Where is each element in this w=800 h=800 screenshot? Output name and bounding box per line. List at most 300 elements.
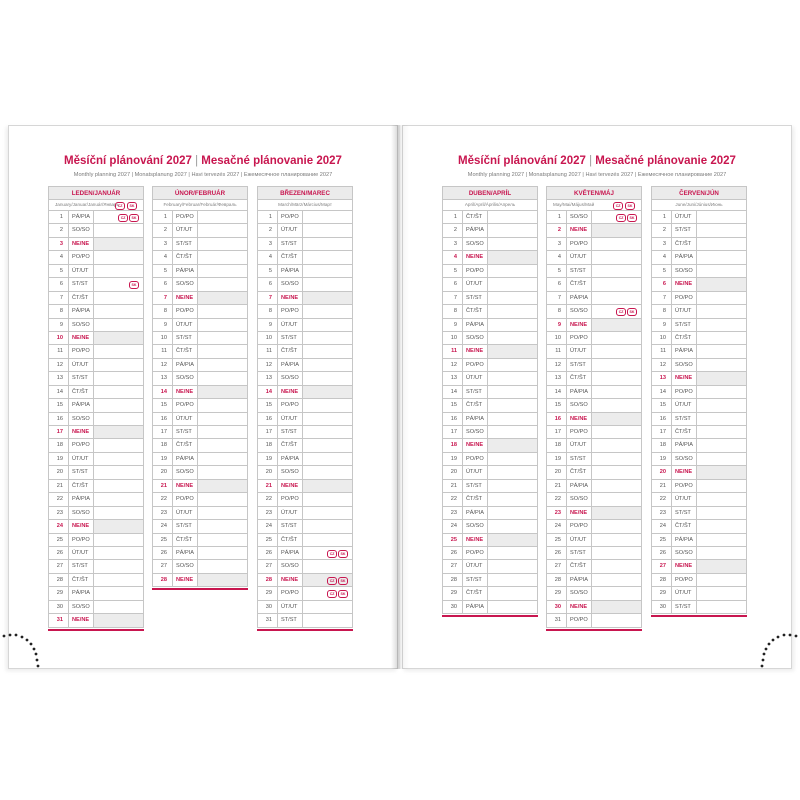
day-number: 11 — [266, 348, 272, 355]
day-name: ÚT/UT — [68, 453, 92, 465]
day-number: 11 — [451, 348, 457, 355]
day-note-cell[interactable] — [93, 305, 143, 317]
day-note-cell[interactable] — [487, 480, 537, 492]
day-note-cell[interactable] — [197, 399, 247, 411]
day-row — [48, 238, 144, 251]
day-note-cell[interactable] — [696, 278, 746, 290]
day-note-cell[interactable] — [696, 332, 746, 344]
day-note-cell[interactable] — [93, 507, 143, 519]
day-name: ST/ST — [277, 332, 301, 344]
holiday-badge-cz: CZ — [327, 590, 337, 598]
day-note-cell[interactable] — [197, 439, 247, 451]
day-note-cell[interactable] — [591, 319, 641, 331]
day-note-cell[interactable] — [302, 453, 352, 465]
day-note-cell[interactable] — [487, 399, 537, 411]
day-row — [152, 319, 248, 332]
day-note-cell[interactable] — [696, 319, 746, 331]
holiday-badge-sk: SK — [627, 214, 637, 222]
day-note-cell[interactable] — [591, 345, 641, 357]
day-number: 10 — [265, 334, 272, 341]
day-row — [442, 426, 538, 439]
day-note-cell[interactable] — [93, 453, 143, 465]
day-name: ČT/ŠT — [462, 211, 486, 223]
day-row — [257, 386, 353, 399]
day-note-cell[interactable] — [197, 507, 247, 519]
day-note-cell[interactable] — [93, 386, 143, 398]
day-note-cell[interactable] — [696, 507, 746, 519]
day-note-cell[interactable] — [696, 399, 746, 411]
day-note-cell[interactable] — [302, 265, 352, 277]
day-row — [152, 224, 248, 237]
day-row — [651, 305, 747, 318]
day-number: 14 — [56, 388, 63, 395]
day-number: 13 — [160, 375, 167, 382]
day-row — [546, 413, 642, 426]
day-note-cell[interactable] — [591, 265, 641, 277]
day-note-cell[interactable] — [591, 332, 641, 344]
day-name: ČT/ŠT — [172, 534, 196, 546]
day-row — [651, 292, 747, 305]
day-number: 30 — [554, 603, 561, 610]
day-number: 10 — [659, 334, 666, 341]
day-note-cell[interactable] — [302, 386, 352, 398]
day-row — [257, 238, 353, 251]
day-number: 7 — [59, 294, 63, 301]
day-note-cell[interactable] — [487, 587, 537, 599]
day-note-cell[interactable] — [302, 278, 352, 290]
day-note-cell[interactable] — [696, 547, 746, 559]
day-note-cell[interactable] — [93, 587, 143, 599]
day-note-cell[interactable] — [302, 534, 352, 546]
day-note-cell[interactable] — [487, 574, 537, 586]
day-note-cell[interactable] — [591, 574, 641, 586]
day-row — [257, 399, 353, 412]
day-number: 14 — [659, 388, 666, 395]
day-note-cell[interactable] — [487, 292, 537, 304]
day-note-cell[interactable] — [302, 614, 352, 626]
day-note-cell[interactable] — [197, 251, 247, 263]
day-number: 16 — [160, 415, 167, 422]
month-translations — [257, 200, 353, 211]
holiday-badge-cz: CZ — [115, 202, 125, 210]
day-note-cell[interactable] — [302, 560, 352, 572]
day-note-cell[interactable] — [197, 547, 247, 559]
holiday-badge-cz: CZ — [118, 214, 128, 222]
day-note-cell[interactable] — [591, 614, 641, 626]
day-note-cell[interactable] — [93, 399, 143, 411]
day-row — [651, 493, 747, 506]
day-name: ST/ST — [277, 238, 301, 250]
day-name: ÚT/UT — [671, 211, 695, 223]
day-note-cell[interactable] — [302, 372, 352, 384]
day-name: ČT/ŠT — [68, 386, 92, 398]
day-note-cell[interactable] — [93, 426, 143, 438]
day-note-cell[interactable] — [487, 238, 537, 250]
day-note-cell[interactable] — [696, 251, 746, 263]
day-name: ST/ST — [462, 292, 486, 304]
day-name: NE/NE — [566, 319, 590, 331]
day-note-cell[interactable] — [591, 520, 641, 532]
day-number: 19 — [265, 455, 272, 462]
day-note-cell[interactable] — [197, 359, 247, 371]
day-note-cell[interactable] — [696, 587, 746, 599]
day-note-cell[interactable] — [487, 426, 537, 438]
day-note-cell[interactable] — [591, 251, 641, 263]
day-note-cell[interactable] — [591, 453, 641, 465]
day-row — [546, 238, 642, 251]
day-note-cell[interactable] — [487, 466, 537, 478]
day-note-cell[interactable] — [591, 587, 641, 599]
day-note-cell[interactable] — [302, 426, 352, 438]
day-number: 24 — [659, 523, 666, 530]
day-row — [651, 224, 747, 237]
day-number: 20 — [265, 469, 272, 476]
day-note-cell[interactable] — [93, 601, 143, 613]
day-note-cell[interactable] — [487, 386, 537, 398]
day-note-cell[interactable] — [302, 466, 352, 478]
day-row — [257, 480, 353, 493]
day-note-cell[interactable] — [93, 372, 143, 384]
day-note-cell[interactable] — [591, 372, 641, 384]
day-note-cell[interactable] — [487, 520, 537, 532]
day-note-cell[interactable] — [302, 319, 352, 331]
day-note-cell[interactable] — [197, 453, 247, 465]
day-note-cell[interactable] — [93, 493, 143, 505]
day-note-cell[interactable] — [302, 305, 352, 317]
day-number: 6 — [268, 281, 272, 288]
title-cz: Měsíční plánování 2027 — [64, 155, 192, 167]
day-note-cell[interactable] — [93, 332, 143, 344]
day-note-cell[interactable] — [93, 480, 143, 492]
day-note-cell[interactable] — [487, 372, 537, 384]
day-name: SO/SO — [172, 372, 196, 384]
day-name: ST/ST — [462, 386, 486, 398]
day-note-cell[interactable] — [93, 534, 143, 546]
day-number: 1 — [453, 214, 457, 220]
day-row — [48, 493, 144, 506]
day-note-cell[interactable] — [696, 534, 746, 546]
day-note-cell[interactable] — [591, 493, 641, 505]
day-note-cell[interactable] — [93, 466, 143, 478]
day-note-cell[interactable] — [487, 265, 537, 277]
day-note-cell[interactable] — [591, 224, 641, 236]
day-number: 5 — [662, 267, 666, 274]
day-number: 28 — [554, 576, 561, 583]
day-name: PÁ/PIA — [566, 480, 590, 492]
day-note-cell[interactable] — [197, 534, 247, 546]
day-row — [651, 574, 747, 587]
day-note-cell[interactable] — [302, 439, 352, 451]
day-row — [651, 399, 747, 412]
day-note-cell[interactable] — [591, 292, 641, 304]
day-note-cell[interactable] — [696, 265, 746, 277]
day-name: SO/SO — [462, 238, 486, 250]
day-name: ST/ST — [172, 332, 196, 344]
day-note-cell[interactable] — [93, 520, 143, 532]
day-note-cell[interactable] — [696, 386, 746, 398]
day-note-cell[interactable] — [487, 278, 537, 290]
day-note-cell[interactable] — [591, 238, 641, 250]
day-note-cell[interactable] — [302, 332, 352, 344]
month-name: BŘEZEN/MAREC — [257, 186, 353, 200]
day-number: 23 — [450, 509, 457, 516]
day-row — [442, 493, 538, 506]
day-note-cell[interactable] — [197, 292, 247, 304]
day-note-cell[interactable] — [696, 359, 746, 371]
day-note-cell[interactable] — [197, 332, 247, 344]
day-name: ČT/ŠT — [566, 372, 590, 384]
day-note-cell[interactable] — [487, 439, 537, 451]
day-row — [152, 534, 248, 547]
day-row — [651, 319, 747, 332]
day-row — [152, 507, 248, 520]
day-number: 2 — [662, 227, 666, 234]
day-name: PO/PO — [566, 426, 590, 438]
day-note-cell[interactable] — [696, 601, 746, 613]
day-note-cell[interactable] — [302, 507, 352, 519]
day-note-cell[interactable] — [696, 292, 746, 304]
day-note-cell[interactable] — [487, 507, 537, 519]
day-note-cell[interactable] — [696, 238, 746, 250]
holiday-badge-cz: CZ — [616, 308, 626, 316]
day-note-cell[interactable] — [197, 520, 247, 532]
day-name: PO/PO — [566, 238, 590, 250]
day-row — [546, 399, 642, 412]
day-note-cell[interactable] — [302, 238, 352, 250]
day-row — [48, 520, 144, 533]
day-name: ST/ST — [68, 466, 92, 478]
day-note-cell[interactable] — [197, 278, 247, 290]
day-note-cell[interactable] — [591, 359, 641, 371]
day-note-cell[interactable] — [93, 439, 143, 451]
day-name: ÚT/UT — [462, 278, 486, 290]
day-note-cell[interactable] — [93, 238, 143, 250]
day-row — [651, 386, 747, 399]
day-note-cell[interactable] — [591, 547, 641, 559]
day-name: PO/PO — [277, 587, 301, 599]
day-note-cell[interactable] — [302, 480, 352, 492]
holiday-badge-sk: SK — [338, 577, 348, 585]
day-note-cell[interactable] — [591, 534, 641, 546]
month-bottom-rule — [546, 629, 642, 631]
day-note-cell[interactable] — [487, 560, 537, 572]
day-row — [48, 507, 144, 520]
day-row — [546, 587, 642, 600]
day-note-cell[interactable] — [93, 614, 143, 626]
day-number: 31 — [265, 617, 272, 624]
day-row — [152, 332, 248, 345]
day-note-cell[interactable] — [487, 547, 537, 559]
month-translations-text: April/April/Április/Апрель — [464, 202, 516, 207]
day-note-cell[interactable] — [197, 265, 247, 277]
day-note-cell[interactable] — [487, 319, 537, 331]
day-row — [152, 359, 248, 372]
day-note-cell[interactable] — [487, 305, 537, 317]
day-note-cell[interactable] — [93, 359, 143, 371]
day-number: 15 — [659, 402, 666, 409]
day-note-cell[interactable] — [696, 305, 746, 317]
day-note-cell[interactable] — [197, 372, 247, 384]
day-note-cell[interactable] — [487, 413, 537, 425]
day-note-cell[interactable] — [197, 305, 247, 317]
day-note-cell[interactable] — [302, 251, 352, 263]
day-note-cell[interactable] — [197, 386, 247, 398]
day-note-cell[interactable] — [696, 520, 746, 532]
day-name: PÁ/PIA — [277, 265, 301, 277]
day-number: 1 — [59, 214, 63, 220]
day-number: 26 — [450, 549, 457, 556]
day-note-cell[interactable] — [487, 345, 537, 357]
day-note-cell[interactable] — [591, 278, 641, 290]
day-note-cell[interactable] — [696, 493, 746, 505]
day-number: 29 — [659, 590, 666, 597]
day-note-cell[interactable] — [302, 399, 352, 411]
day-note-cell[interactable] — [302, 520, 352, 532]
day-name: ÚT/UT — [68, 547, 92, 559]
day-note-cell[interactable] — [93, 413, 143, 425]
day-name: ST/ST — [566, 453, 590, 465]
day-row — [257, 224, 353, 237]
day-note-cell[interactable] — [696, 453, 746, 465]
day-number: 26 — [56, 549, 63, 556]
day-note-cell[interactable] — [696, 480, 746, 492]
day-note-cell[interactable] — [487, 211, 537, 223]
day-note-cell[interactable] — [696, 574, 746, 586]
day-row — [257, 211, 353, 224]
title-separator: | — [195, 155, 199, 167]
day-note-cell[interactable] — [591, 560, 641, 572]
day-note-cell[interactable] — [696, 426, 746, 438]
day-note-cell[interactable] — [197, 413, 247, 425]
day-name: PO/PO — [671, 480, 695, 492]
day-note-cell[interactable] — [696, 372, 746, 384]
day-note-cell[interactable] — [487, 251, 537, 263]
day-note-cell[interactable] — [197, 224, 247, 236]
day-note-cell[interactable] — [93, 574, 143, 586]
day-note-cell[interactable] — [591, 426, 641, 438]
day-note-cell[interactable] — [93, 547, 143, 559]
day-note-cell[interactable] — [93, 345, 143, 357]
day-number: 12 — [56, 361, 63, 368]
day-row — [48, 413, 144, 426]
day-name: ÚT/UT — [277, 319, 301, 331]
day-note-cell[interactable] — [487, 534, 537, 546]
day-note-cell[interactable] — [591, 601, 641, 613]
day-number: 13 — [265, 375, 272, 382]
day-note-cell[interactable] — [302, 292, 352, 304]
day-note-cell[interactable] — [487, 453, 537, 465]
day-name: ST/ST — [172, 520, 196, 532]
day-row — [48, 305, 144, 318]
day-note-cell[interactable] — [487, 224, 537, 236]
day-number: 21 — [554, 482, 561, 489]
day-note-cell[interactable] — [696, 439, 746, 451]
day-note-cell[interactable] — [93, 292, 143, 304]
day-note-cell[interactable] — [591, 386, 641, 398]
day-note-cell[interactable] — [591, 439, 641, 451]
day-note-cell[interactable] — [93, 560, 143, 572]
day-number: 11 — [660, 348, 666, 355]
day-row — [257, 547, 353, 560]
day-number: 5 — [453, 267, 457, 274]
day-note-cell[interactable] — [487, 493, 537, 505]
day-note-cell[interactable] — [302, 493, 352, 505]
day-note-cell[interactable] — [197, 493, 247, 505]
day-row — [546, 453, 642, 466]
day-note-cell[interactable] — [93, 265, 143, 277]
day-note-cell[interactable] — [696, 466, 746, 478]
day-number: 26 — [554, 549, 561, 556]
day-note-cell[interactable] — [197, 211, 247, 223]
day-note-cell[interactable] — [487, 601, 537, 613]
day-note-cell[interactable] — [302, 359, 352, 371]
day-note-cell[interactable] — [302, 413, 352, 425]
day-note-cell[interactable] — [696, 211, 746, 223]
day-note-cell[interactable] — [487, 332, 537, 344]
day-note-cell[interactable] — [696, 560, 746, 572]
day-note-cell[interactable] — [696, 345, 746, 357]
day-number: 16 — [450, 415, 457, 422]
day-name: SO/SO — [68, 507, 92, 519]
day-note-cell[interactable] — [591, 507, 641, 519]
day-row — [257, 453, 353, 466]
day-name: ČT/ŠT — [277, 439, 301, 451]
month-name: LEDEN/JANUÁR — [48, 186, 144, 200]
day-note-cell[interactable] — [197, 426, 247, 438]
day-note-cell[interactable] — [302, 345, 352, 357]
day-name: ST/ST — [671, 601, 695, 613]
day-note-cell[interactable] — [591, 413, 641, 425]
day-number: 20 — [554, 469, 561, 476]
day-name: SO/SO — [566, 587, 590, 599]
day-note-cell[interactable] — [197, 574, 247, 586]
day-note-cell[interactable] — [93, 251, 143, 263]
day-note-cell[interactable] — [302, 224, 352, 236]
day-name: PÁ/PIA — [671, 345, 695, 357]
day-name: ST/ST — [277, 520, 301, 532]
day-note-cell[interactable] — [696, 224, 746, 236]
day-name: SO/SO — [671, 265, 695, 277]
day-name: PÁ/PIA — [277, 453, 301, 465]
day-row — [257, 520, 353, 533]
day-note-cell[interactable] — [696, 413, 746, 425]
day-note-cell[interactable] — [197, 480, 247, 492]
page-subtitle: Monthly planning 2027 | Monatsplanung 2027 | Havi tervezés 2027 | Ежемесячное планирование 2027 — [467, 172, 727, 178]
day-note-cell[interactable] — [197, 238, 247, 250]
day-note-cell[interactable] — [487, 359, 537, 371]
day-note-cell[interactable] — [197, 560, 247, 572]
day-number: 20 — [160, 469, 167, 476]
day-note-cell[interactable] — [197, 466, 247, 478]
day-note-cell[interactable] — [591, 466, 641, 478]
day-row — [257, 534, 353, 547]
day-row — [152, 345, 248, 358]
day-row — [546, 251, 642, 264]
day-note-cell[interactable] — [93, 224, 143, 236]
day-row — [48, 224, 144, 237]
day-note-cell[interactable] — [591, 399, 641, 411]
day-note-cell[interactable] — [197, 319, 247, 331]
day-number: 9 — [453, 321, 457, 328]
day-note-cell[interactable] — [302, 601, 352, 613]
day-note-cell[interactable] — [302, 211, 352, 223]
day-note-cell[interactable] — [93, 319, 143, 331]
day-row — [48, 319, 144, 332]
day-number: 4 — [163, 254, 167, 261]
day-number: 28 — [659, 576, 666, 583]
day-note-cell[interactable] — [591, 480, 641, 492]
day-note-cell[interactable] — [197, 345, 247, 357]
